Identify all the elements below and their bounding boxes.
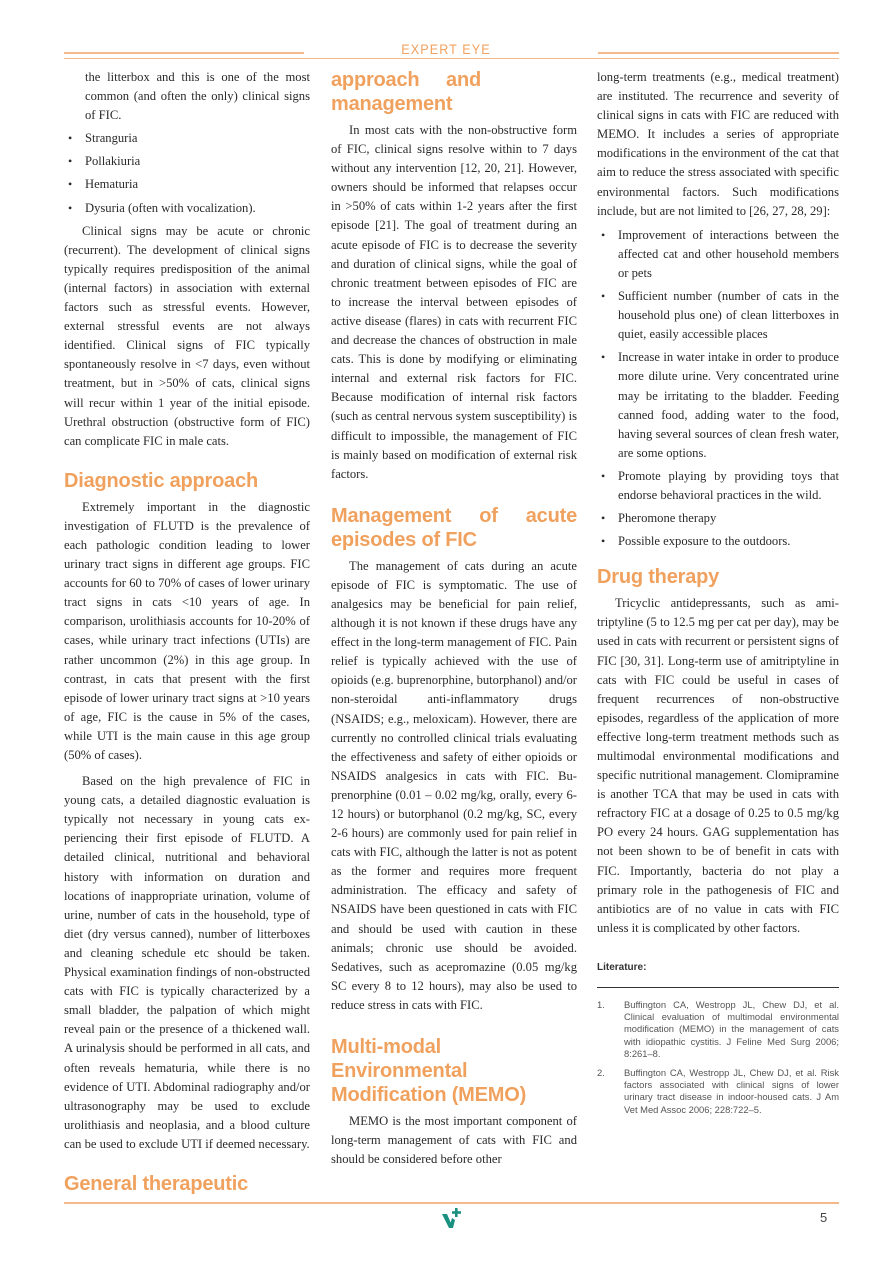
paragraph-memo-continuation: long-term treatments (e.g., medical treatment) are instituted. The recurrence and severity of clinical signs in cats with FIC are reduced with MEMO. It includes a series of appropriate modifications in the environment of the cat that aim to reduce the stress associated with specific environmental factors. Such modifications include, but are not limited to [26, 27, 28, 29]: — [597, 70, 839, 218]
literature-rule — [597, 987, 839, 988]
reference-text: Buffington CA, Westropp JL, Chew DJ, et al. Clinical evaluation of multimodal environmental modification (MEMO) in the management of cats with idiopathic cystitis. J Feline Med Surg 2006; 8:261–8. — [624, 999, 839, 1059]
references-list — [597, 999, 839, 1116]
reference-item — [597, 1067, 839, 1116]
intro-continuation: the litterbox and this is one of the most common (and often the only) clinical signs of FIC. — [85, 70, 310, 123]
reference-number: 1. — [597, 999, 605, 1011]
heading-diagnostic-approach: Diagnostic approach — [64, 469, 259, 492]
paragraph-acute-management: The management of cats during an acute episode of FIC is symptomatic. The use of analgesics may be beneficial for pain relief, although it is not known if these drugs have any effect in the long-term management of FIC. Pain relief is typically achieved with the use of opioids (e.g. buprenorphine, butorphanol) and/or non-steroidal anti-inflammatory drugs (NSAIDS; e.g., meloxicam). However, there are currently no controlled clinical trials evaluating the effectiveness and safety of either opioids or NSAIDS analgesics in cats with FIC. Buprenorphine (0.01 – 0.02 mg/kg, orally, every 6-12 hours) or butorphanol (0.2 mg/kg, SC, every 2-6 hours) are commonly used for pain relief in cats with FIC, although the latter is not as potent as the former and requires more frequent administration. The efficacy and safety of NSAIDS have been questioned in cats with FIC and should be used with caution in these animals; chronic use should be avoided. Sedatives, such as acepromazine (0.05 mg/kg SC every 8 to 12 hours), may also be used to reduce stress in cats with FIC. — [331, 558, 577, 1012]
paragraph-clinical-signs: Clinical signs may be acute or chronic (recurrent). The development of clinical signs typically requires predisposition of the animal (internal factors) in association with external factors such as stressful events. However, external stressful events are not always identified. Clinical signs of FIC typically spontaneously resolve in <7 days, even without treatment, but in >50% of cats, clinical signs will recur within 1 year of the initial episode. Urethral obstruction (obstructive form of FIC) can complicate FIC in male cats. — [64, 223, 310, 448]
list-item: • Sufficient number (number of cats in the household plus one) of clean litterboxes in quiet, easily accessible places — [597, 287, 839, 344]
list-item: • Promote playing by providing toys that endorse behavioral practices in the wild. — [597, 467, 839, 505]
paragraph-diagnostic-2: Based on the high prevalence of FIC in young cats, a detailed diagnostic evaluation is typically not necessary in young cats experiencing their first episode of FLUTD. A detailed clinical, nutritional and behavioral history with information on duration and locations of inappropriate urination, volume of urine, number of cats in the household, type of diet (dry versus canned), number of litterboxes and cleaning schedule etc should be taken. Physical examination findings of non-obstructed cats with FIC is typically characterized by a small bladder, the palpation of which might reveal pain or the presence of a thickened wall. A urinalysis should be performed in all cats, and often reveals hematuria, while there is no evidence of UTI. Abdominal radiography and/or ultrasonography may be used to exclude urolithiasis and neoplasia, and a blood culture can be used to exclude UTI if deemed necessary. — [64, 774, 310, 1151]
column-1 — [64, 68, 310, 1201]
list-item: • Improvement of interactions between the affected cat and other household members or pets — [597, 226, 839, 283]
header-rule-full — [64, 58, 839, 59]
list-item: • Pollakiuria — [64, 152, 310, 171]
heading-drug-therapy: Drug therapy — [597, 566, 720, 589]
page-header — [0, 40, 892, 70]
vplus-logo-icon — [440, 1206, 464, 1230]
list-item: • Stranguria — [64, 129, 310, 148]
page-number: 5 — [820, 1210, 828, 1225]
reference-number: 2. — [597, 1067, 605, 1079]
column-3 — [597, 68, 839, 1123]
clinical-signs-list — [64, 129, 310, 217]
paragraph-drug-therapy: Tricyclic antidepressants, such as amitriptyline (5 to 12.5 mg per cat per day), may be used in cats with recurrent or persistent signs of FIC [30, 31]. Long-term use of amitriptyline in cats with FIC could be useful in cases of frequent recurrences of non-obstructive episodes, regardless of the application of more effective long-term treatment methods such as multimodal environmental modifications and specific nutritional management. Clomipramine is another TCA that may be used in cats with refractory FIC at a dosage of 0.25 to 0.5 mg/kg PO every 24 hours. GAG supplementation has not been shown to be of benefit in cats with FIC. Importantly, bacteria do not play a primary role in the pathogenesis of FIC and antibiotics are of no value in cats with FIC unless it is complicated by other factors. — [597, 596, 840, 935]
list-item: • Dysuria (often with vocalization). — [64, 199, 310, 218]
list-item: • Increase in water intake in order to produce more dilute urine. Very concentrated urine may be irritating to the bladder. Feeding canned food, adding water to the food, having several sources of clean fresh water, are some options. — [597, 348, 839, 463]
section-title: EXPERT EYE — [401, 41, 491, 57]
footer-rule — [64, 1202, 839, 1204]
column-2 — [331, 68, 577, 1169]
literature-title: Literature: — [597, 961, 647, 973]
list-item: • Possible exposure to the outdoors. — [597, 532, 839, 551]
list-item: • Hematuria — [64, 175, 310, 194]
reference-text: Buffington CA, Westropp JL, Chew DJ, et al. Risk factors associated with clinical signs of lower urinary tract disease in indoor-housed cats. J Am Vet Med Assoc 2006; 228:722–5. — [624, 1067, 839, 1115]
heading-general-therapeutic-cont: approach and management — [331, 69, 481, 115]
memo-modifications-list — [597, 226, 839, 552]
heading-memo: Multi-modal Environmental Modification (MEMO) — [331, 1036, 527, 1107]
paragraph-general-approach: In most cats with the non-obstructive form of FIC, clinical signs resolve within to 7 days without any intervention [12, 20, 21]. However, owners should be informed that relapses occur in >50% of cats within 1-2 years after the first episode [21]. The goal of treatment during an acute episode of FIC is to decrease the severity and duration of clinical signs, while the goal of chronic treatment between episodes of FIC are to increase the interval between episodes of active disease (flares) in cats with recurrent FIC and decrease the chances of obstruction in male cats. This is done by modifying or eliminating internal and external risk factors for FIC. Because modification of internal risk factors (such as central nervous system susceptibility) is difficult to impossible, the management of FIC is mainly based on modification of external risk factors. — [331, 123, 577, 481]
heading-acute-management: Management of acute episodes of FIC — [331, 504, 577, 551]
paragraph-diagnostic-1: Extremely important in the diagnostic investigation of FLUTD is the prevalence of each pathologic condition leading to lower urinary tract signs in different age groups. FIC accounts for 60 to 70% of cases of lower urinary tract signs in cats <10 years of age. In comparison, urolithiasis accounts for 10-20% of cases, while urinary tract infections (UTIs) are rather uncommon (2%) in this age group. In contrast, in cats that present with the first episode of lower urinary tract signs at >10 years of age, FIC is the cause in 5% of the cases, while UTI is the main cause in this age group (50% of cases). — [64, 499, 310, 762]
heading-general-therapeutic: General therapeutic — [64, 1172, 249, 1195]
paragraph-memo-start: MEMO is the most important component of long-term management of cats with FIC and should be considered before other — [331, 1114, 577, 1167]
reference-item — [597, 999, 839, 1060]
list-item: • Pheromone therapy — [597, 509, 839, 528]
